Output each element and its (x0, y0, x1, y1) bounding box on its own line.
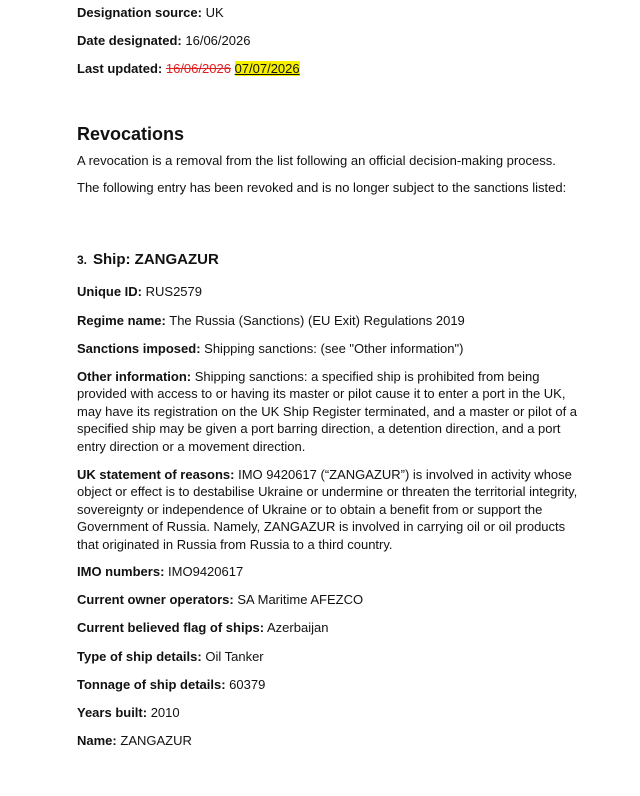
years-built-row (77, 704, 584, 721)
sanctions-row (77, 340, 584, 357)
regime-label: Regime name: (77, 313, 166, 328)
years-built-value: 2010 (150, 705, 180, 720)
ship-type-label: Type of ship details: (77, 649, 202, 664)
imo-numbers-label: IMO numbers: (77, 564, 165, 579)
sanctions-label: Sanctions imposed: (77, 341, 201, 356)
entry-number: 3. (77, 253, 88, 267)
designation-source-value: UK (205, 5, 224, 20)
designation-source-label: Designation source: (77, 5, 202, 20)
date-designated-value: 16/06/2026 (185, 33, 251, 48)
date-designated-label: Date designated: (77, 33, 182, 48)
ship-type-row (77, 648, 584, 665)
entry-heading (77, 251, 219, 268)
statement-of-reasons-value: IMO 9420617 (“ZANGAZUR”) is involved in activity whose object or effect is to destabilise Ukraine or undermine or threaten the territorial integrity, sovereignty or independence of Ukraine or to obtain a benefit from or support the Government of Russia. Namely, ZANGAZUR is involved in carrying oil or oil products that originated in Russia from Russia to a third country. (77, 467, 578, 552)
statement-of-reasons-label: UK statement of reasons: (77, 467, 235, 482)
owner-operators-label: Current owner operators: (77, 592, 234, 607)
imo-numbers-value: IMO9420617 (168, 564, 244, 579)
ship-name-value: ZANGAZUR (120, 733, 192, 748)
unique-id-label: Unique ID: (77, 284, 142, 299)
flag-value: Azerbaijan (267, 620, 329, 635)
tonnage-row (77, 676, 584, 693)
last-updated-new-date: 07/07/2026 (234, 61, 300, 76)
flag-label: Current believed flag of ships: (77, 620, 265, 635)
last-updated-label: Last updated: (77, 61, 163, 76)
other-information-label: Other information: (77, 369, 192, 384)
other-information-row (77, 368, 584, 455)
tonnage-label: Tonnage of ship details: (77, 677, 226, 692)
last-updated-row (77, 60, 584, 77)
revocations-heading: Revocations (77, 124, 185, 144)
entry-title: Ship: ZANGAZUR (93, 251, 219, 268)
regime-value: The Russia (Sanctions) (EU Exit) Regulations 2019 (169, 313, 465, 328)
owner-operators-value: SA Maritime AFEZCO (237, 592, 364, 607)
unique-id-value: RUS2579 (145, 284, 202, 299)
date-designated-row (77, 32, 584, 49)
last-updated-old-date: 16/06/2026 (165, 61, 231, 76)
statement-of-reasons-row (77, 466, 584, 553)
designation-source-row (77, 4, 584, 21)
flag-row (77, 619, 584, 636)
owner-operators-row (77, 591, 584, 608)
revocations-para-2: The following entry has been revoked and is no longer subject to the sanctions listed: (77, 180, 567, 195)
sanctions-value: Shipping sanctions: (see "Other information") (204, 341, 464, 356)
ship-name-label: Name: (77, 733, 117, 748)
ship-name-row (77, 732, 584, 749)
other-information-value: Shipping sanctions: a specified ship is prohibited from being provided with access to or having its master or pilot cause it to enter a port in the UK, may have its registration on the UK Ship Register terminated, and a master or pilot of a specified ship may be given a port barring direction, a detention direction, and a port entry direction or a movement direction. (77, 369, 578, 454)
tonnage-value: 60379 (229, 677, 266, 692)
unique-id-row (77, 283, 584, 300)
revocations-para-1: A revocation is a removal from the list following an official decision-making process. (77, 153, 556, 168)
imo-numbers-row (77, 563, 584, 580)
regime-row (77, 312, 584, 329)
years-built-label: Years built: (77, 705, 148, 720)
ship-type-value: Oil Tanker (205, 649, 264, 664)
